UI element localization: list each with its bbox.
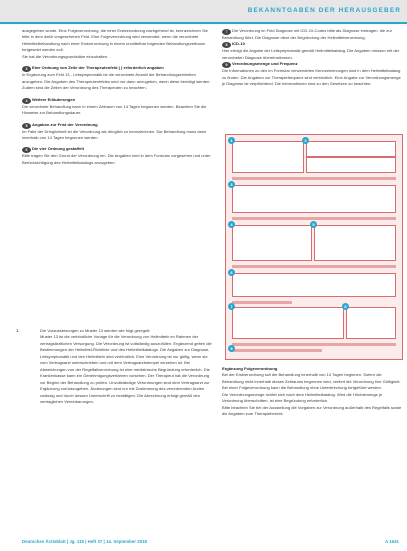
form-field [232, 307, 344, 339]
form-field [232, 225, 312, 261]
form-marker: 6 [228, 269, 235, 276]
form-field [306, 141, 396, 157]
page-number: A 1641 [385, 539, 399, 544]
form-field [314, 225, 396, 261]
form-marker: 1 [228, 137, 235, 144]
paragraph: Im Falle der Dringlichkeit ist die Verordnung als dringlich zu kennzeichnen. Die Behandlung muss dann innerhalb von 14 Tagen begonnen werden. [22, 128, 207, 140]
form-line [232, 265, 396, 268]
number-badge: 7 [222, 29, 231, 35]
subheading-text: Verordnungsmenge und Frequenz [232, 61, 298, 67]
header-bar [0, 0, 407, 24]
subheading-text: Die vier Ordnung gestaffelt [32, 146, 84, 152]
form-line [232, 177, 396, 180]
paragraph: Hier erfolgt die Angabe der Leitsymptomatik gemäß Heilmittelkatalog. Die Angaben müssen mit der verordneten Diagnose übereinstimmen. [222, 48, 400, 60]
paragraph: Die verordnete Behandlung kann in einem Zeitraum von 14 Tagen begonnen werden. Beachten Sie die Hinweise zur Behandlungsdauer. [22, 103, 207, 116]
subheading-text: Angaben zur Frist der Verordnung [32, 121, 98, 127]
subheading [222, 41, 402, 48]
form-marker: 7 [228, 303, 235, 310]
number-badge: 3 [22, 66, 31, 72]
paragraph [222, 28, 402, 41]
number-badge: 4 [22, 98, 31, 104]
form-line [232, 343, 396, 346]
form-marker: 5 [310, 221, 317, 228]
paragraph: ausgegeben wurde. Eine Folgeverordnung, die einer Erstverordnung nachgehend ist, kennzeichnen Sie bitte in dem dafür vorgesehenen Feld. Eine Folgeverordnung wird verwendet, wenn die verordnete Heilmittelbehandlung nach einer Erstverordnung in einem unmittelbar folgenden Behandlungszeitraum fortgesetzt werden soll. Sie hat die Verordnungsgrundsätze einzuhalten. [22, 28, 208, 59]
paragraph: Bei der Erstverordnung soll die Behandlung innerhalb von 14 Tagen beginnen. Sofern die Behandlung nicht innerhalb dieses Zeitraums begonnen wird, verliert die Verordnung ihre Gültigkeit. Bei einer Folgeverordnung kann die Behandlung ohne Unterbrechung fortgeführt werden. Die Verordnungsmenge richtet sich nach dem Heilmittelkatalog. Wird die Höchstmenge je Verordnung überschritten, ist eine Begründung erforderlich. Bitte beachten Sie bei der Ausstellung die Vorgaben zur Verordnung außerhalb des Regelfalls sowie die Angaben zum Therapiebericht. [222, 372, 402, 417]
section-title: BEKANNTGABEN DER HERAUSGEBER [247, 7, 401, 14]
left-column [22, 28, 212, 166]
right-column [222, 28, 402, 88]
subheading [22, 65, 212, 72]
form-field [232, 141, 304, 173]
subheading-text: Weitere Erläuterungen [32, 96, 76, 102]
number-badge: 5 [22, 123, 31, 129]
paragraph: Bitte tragen Sie den Grund der Verordnung ein. Die Angaben sind in dem Formular vorgesehen und unter Berücksichtigung des Heilmittelkatalogs anzugeben. [22, 153, 211, 165]
form-marker: 4 [228, 221, 235, 228]
form-field [306, 157, 396, 173]
subheading [22, 146, 212, 153]
subheading [222, 61, 402, 68]
form-line [232, 349, 322, 352]
form-marker: 3 [228, 181, 235, 188]
paragraph: Die Informationen zu den im Formular verwendeten Kennzeichnungen sind in dem Heilmittelkatalog zu finden. Die Angaben zur Therapiefrequenz sind verbindlich. Eine Angabe zur Verordnungsmenge je Diagnose ist verpflichtend. Die Informationen sind zu den Gesetzen zu beachten. [222, 68, 401, 87]
form-field [232, 185, 396, 213]
subheading-text: Eine Ordnung von Zeile der Therapeutenfeld ( ) erforderlich angaben [32, 65, 164, 71]
list-number: 1. [16, 328, 20, 333]
number-badge: 8 [222, 42, 231, 48]
footer-citation: Deutsches Ärzteblatt | Jg. 115 | Heft 37 | 14. September 2018 [22, 539, 147, 544]
list-item-text: Die Voraussetzungen zu Muster 13 werden wie folgt geregelt: Muster 13 ist die verbindliche Vorlage für die Verordnung von Heilmitteln im Rahmen der vertragsärztlichen Versorgung. Die Verordnung ist vollständig auszufüllen. Ergänzend gelten die Bestimmungen der Heilmittel-Richtlinie und des Heilmittelkatalogs. Die Angaben zur Diagnose, Leitsymptomatik und den Heilmitteln sind verbindlich. Eine Verordnung ist nur gültig, wenn sie vom Vertragsarzt unterschrieben und mit dem Vertragsarztstempel versehen ist. Bei Abweichungen von der Regelfallverordnung ist eine medizinische Begründung erforderlich. Die Krankenkasse kann ein Genehmigungsverfahren vorsehen. Der Therapeut hat die Verordnung vor Beginn der Behandlung zu prüfen. Unvollständige Verordnungen sind dem Vertragsarzt zur Ergänzung zurückzugeben. Änderungen sind nur mit Zustimmung des verordnenden Arztes zulässig und durch dessen Unterschrift zu bestätigen. Die Abrechnung erfolgt gemäß den vertraglichen Vereinbarungen. [40, 328, 212, 404]
number-badge: 9 [222, 62, 231, 68]
prescription-form-image [225, 134, 403, 360]
form-line [232, 217, 396, 220]
form-marker: 2 [302, 137, 309, 144]
form-marker: 8 [342, 303, 349, 310]
paragraph-text: Die Verordnung im Feld Diagnose mit ICD-10-Codes bitte als Diagnose eintragen, die zur Behandlung führt. Die Diagnose dient der Begründung der Heilmittelverordnung. [222, 28, 392, 40]
form-field [232, 273, 396, 297]
number-badge: 6 [22, 147, 31, 153]
subheading [22, 122, 212, 129]
subheading [22, 97, 212, 104]
form-marker: 9 [228, 345, 235, 352]
subheading-text: ICD-10 [232, 41, 245, 47]
paragraph: In Ergänzung zum Feld 13 - Leitsymptomatik ist die verordnete Anzahl der Behandlungseinheiten anzugeben. Die Angaben des Therapeutenfeldes sind nur dann anzugeben, wenn diese benötigt werden. Zudem sind die Zeilen der Verordnung des Therapeuten zu beachten. [22, 72, 211, 91]
form-line [232, 301, 292, 304]
lower-right-text [222, 366, 402, 418]
subheading: Ergänzung Folgeverordnung [222, 366, 278, 371]
form-field [346, 307, 396, 339]
